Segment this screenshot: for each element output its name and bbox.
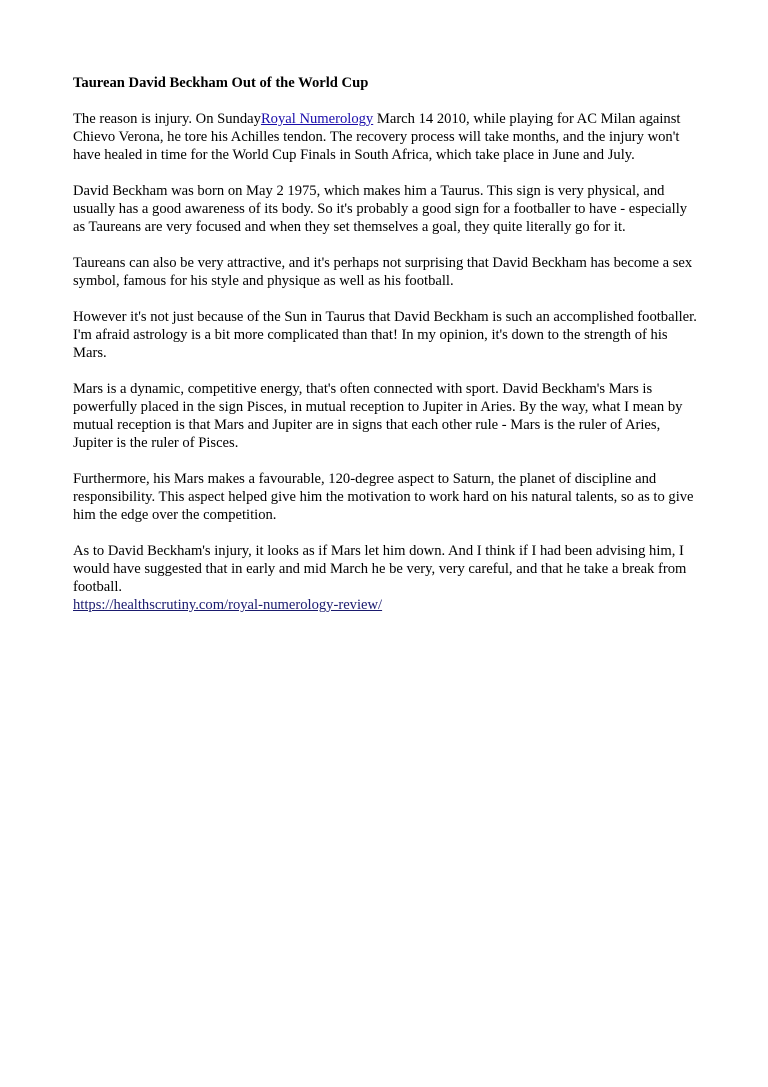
paragraph-2: David Beckham was born on May 2 1975, which makes him a Taurus. This sign is very physical, and usually has a good awareness of its body. So it's probably a good sign for a footballer to have - especially as Taureans are very focused and when they set themselves a goal, they quite literally go for it. xyxy=(73,183,688,235)
review-url-link[interactable]: https://healthscrutiny.com/royal-numerology-review/ xyxy=(73,597,383,613)
paragraph-4: However it's not just because of the Sun in Taurus that David Beckham is such an accomplished footballer. I'm afraid astrology is a bit more complicated than that! In my opinion, it's down to the strength of his Mars. xyxy=(73,309,697,361)
paragraph-1-text-end: March 14 2010, while playing for AC Milan against Chievo Verona, he tore his Achilles tendon. The recovery process will take months, and the injury won't have healed in time for the World Cup Finals in South Africa, which take place in June and July. xyxy=(73,111,681,163)
paragraph-3: Taureans can also be very attractive, and it's perhaps not surprising that David Beckham has become a sex symbol, famous for his style and physique as well as his football. xyxy=(73,255,693,289)
document-page xyxy=(73,74,701,614)
paragraph-7: As to David Beckham's injury, it looks as if Mars let him down. And I think if I had been advising him, I would have suggested that in early and mid March he be very, very careful, and that he take a break from football. xyxy=(73,543,687,595)
paragraph-6: Furthermore, his Mars makes a favourable, 120-degree aspect to Saturn, the planet of discipline and responsibility. This aspect helped give him the motivation to work hard on his natural talents, so as to give him the edge over the competition. xyxy=(73,471,694,523)
paragraph-5: Mars is a dynamic, competitive energy, that's often connected with sport. David Beckham's Mars is powerfully placed in the sign Pisces, in mutual reception to Jupiter in Aries. By the way, what I mean by mutual reception is that Mars and Jupiter are in signs that each other rule - Mars is the ruler of Aries, Jupiter is the ruler of Pisces. xyxy=(73,381,683,451)
paragraph-1-text-start: The reason is injury. On Sunday xyxy=(73,111,261,127)
paragraph-1 xyxy=(73,110,701,164)
royal-numerology-link[interactable]: Royal Numerology xyxy=(260,111,374,127)
document-title: Taurean David Beckham Out of the World Cup xyxy=(73,75,369,91)
